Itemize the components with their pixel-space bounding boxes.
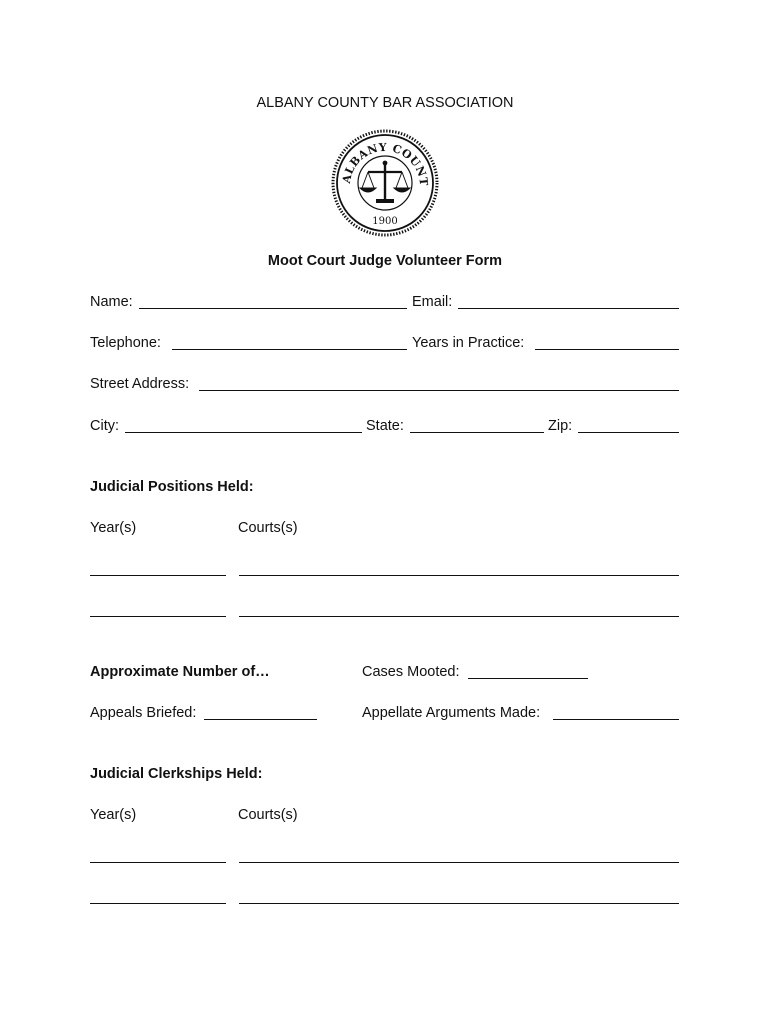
email-field[interactable] [458, 308, 679, 309]
years-in-practice-label: Years in Practice: [412, 335, 525, 351]
name-field[interactable] [139, 308, 407, 309]
clerkship-year-field[interactable] [90, 903, 226, 904]
approximate-number-heading: Approximate Number of… [90, 664, 270, 680]
state-field[interactable] [410, 432, 544, 433]
judicial-courts-field[interactable] [239, 616, 679, 617]
appeals-briefed-label: Appeals Briefed: [90, 705, 197, 721]
appellate-arguments-label: Appellate Arguments Made: [362, 705, 541, 721]
clerkship-year-field[interactable] [90, 862, 226, 863]
judicial-positions-heading: Judicial Positions Held: [90, 479, 254, 495]
email-label: Email: [412, 294, 453, 310]
clerkship-year-column: Year(s) [90, 807, 137, 823]
bar-association-seal [330, 128, 440, 238]
judicial-year-field[interactable] [90, 575, 226, 576]
city-label: City: [90, 418, 119, 434]
street-address-field[interactable] [199, 390, 679, 391]
scales-icon [360, 161, 410, 203]
judicial-courts-column: Courts(s) [238, 520, 298, 536]
street-address-label: Street Address: [90, 376, 190, 392]
telephone-label: Telephone: [90, 335, 161, 351]
name-label: Name: [90, 294, 133, 310]
appeals-briefed-field[interactable] [204, 719, 317, 720]
telephone-field[interactable] [172, 349, 407, 350]
zip-field[interactable] [578, 432, 679, 433]
form-title: Moot Court Judge Volunteer Form [267, 253, 503, 269]
judicial-clerkships-heading: Judicial Clerkships Held: [90, 766, 263, 782]
appellate-arguments-field[interactable] [553, 719, 679, 720]
seal-ring-text: ALBANY COUNT [339, 140, 431, 187]
seal-year: 1900 [372, 216, 398, 227]
judicial-year-field[interactable] [90, 616, 226, 617]
clerkship-courts-column: Courts(s) [238, 807, 298, 823]
cases-mooted-label: Cases Mooted: [362, 664, 460, 680]
organization-title: ALBANY COUNTY BAR ASSOCIATION [256, 95, 514, 111]
clerkship-courts-field[interactable] [239, 903, 679, 904]
cases-mooted-field[interactable] [468, 678, 588, 679]
years-in-practice-field[interactable] [535, 349, 679, 350]
judicial-courts-field[interactable] [239, 575, 679, 576]
city-field[interactable] [125, 432, 362, 433]
judicial-year-column: Year(s) [90, 520, 137, 536]
zip-label: Zip: [548, 418, 573, 434]
clerkship-courts-field[interactable] [239, 862, 679, 863]
state-label: State: [366, 418, 404, 434]
